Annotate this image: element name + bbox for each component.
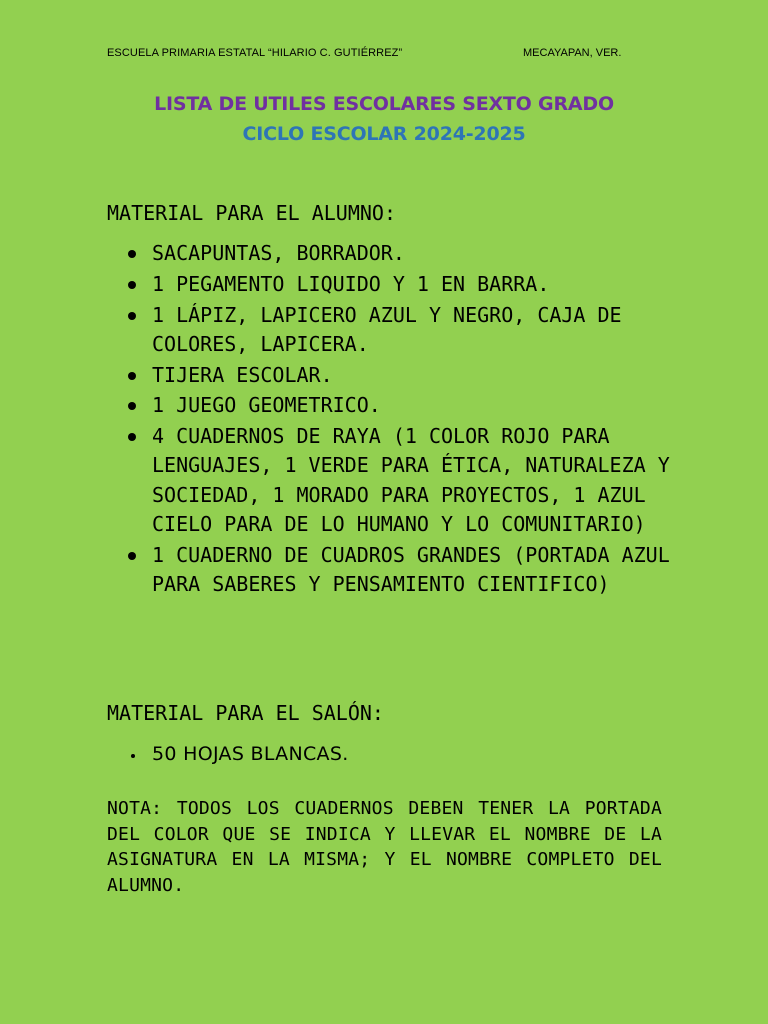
bullet-icon [128, 552, 136, 560]
school-year-title: CICLO ESCOLAR 2024-2025 [242, 123, 526, 145]
list-item [107, 541, 697, 599]
bullet-icon [128, 312, 136, 320]
school-name: ESCUELA PRIMARIA ESTATAL “HILARIO C. GUTIÉRREZ” [107, 47, 403, 59]
list-item-text: 50 HOJAS BLANCAS. [152, 743, 349, 765]
student-materials-list [107, 239, 697, 601]
list-item [107, 391, 697, 420]
classroom-materials-heading: MATERIAL PARA EL SALÓN: [107, 701, 384, 725]
note-paragraph: NOTA: TODOS LOS CUADERNOS DEBEN TENER LA PORTADA DEL COLOR QUE SE INDICA Y LLEVAR EL NOMBRE DE LA ASIGNATURA EN LA MISMA; Y EL NOMBRE COMPLETO DEL ALUMNO. [107, 798, 662, 896]
list-item-text: TIJERA ESCOLAR. [152, 362, 333, 387]
bullet-icon [128, 433, 136, 441]
list-item [107, 740, 697, 769]
bullet-icon [131, 754, 135, 758]
list-item-text: 1 PEGAMENTO LIQUIDO Y 1 EN BARRA. [152, 271, 550, 296]
list-item-text: 1 JUEGO GEOMETRICO. [152, 393, 381, 418]
bullet-icon [128, 372, 136, 380]
list-item-text: 1 LÁPIZ, LAPICERO AZUL Y NEGRO, CAJA DE COLORES, LAPICERA. [152, 302, 622, 356]
bullet-icon [128, 281, 136, 289]
list-item-text: 4 CUADERNOS DE RAYA (1 COLOR ROJO PARA LENGUAJES, 1 VERDE PARA ÉTICA, NATURALEZA Y SOCIEDAD, 1 MORADO PARA PROYECTOS, 1 AZUL CIELO PARA DE LO HUMANO Y LO COMUNITARIO) [152, 424, 670, 536]
list-title: LISTA DE UTILES ESCOLARES SEXTO GRADO [154, 93, 614, 115]
list-item [107, 301, 697, 359]
list-item-text: 1 CUADERNO DE CUADROS GRANDES (PORTADA AZUL PARA SABERES Y PENSAMIENTO CIENTIFICO) [152, 542, 670, 596]
list-item-text: SACAPUNTAS, BORRADOR. [152, 241, 405, 265]
school-location: MECAYAPAN, VER. [523, 47, 622, 59]
list-item [107, 239, 697, 268]
student-materials-heading: MATERIAL PARA EL ALUMNO: [107, 201, 396, 225]
list-item [107, 422, 697, 539]
list-item [107, 361, 697, 390]
bullet-icon [128, 402, 136, 410]
bullet-icon [128, 250, 136, 258]
list-item [107, 270, 697, 299]
classroom-materials-list [107, 740, 697, 769]
